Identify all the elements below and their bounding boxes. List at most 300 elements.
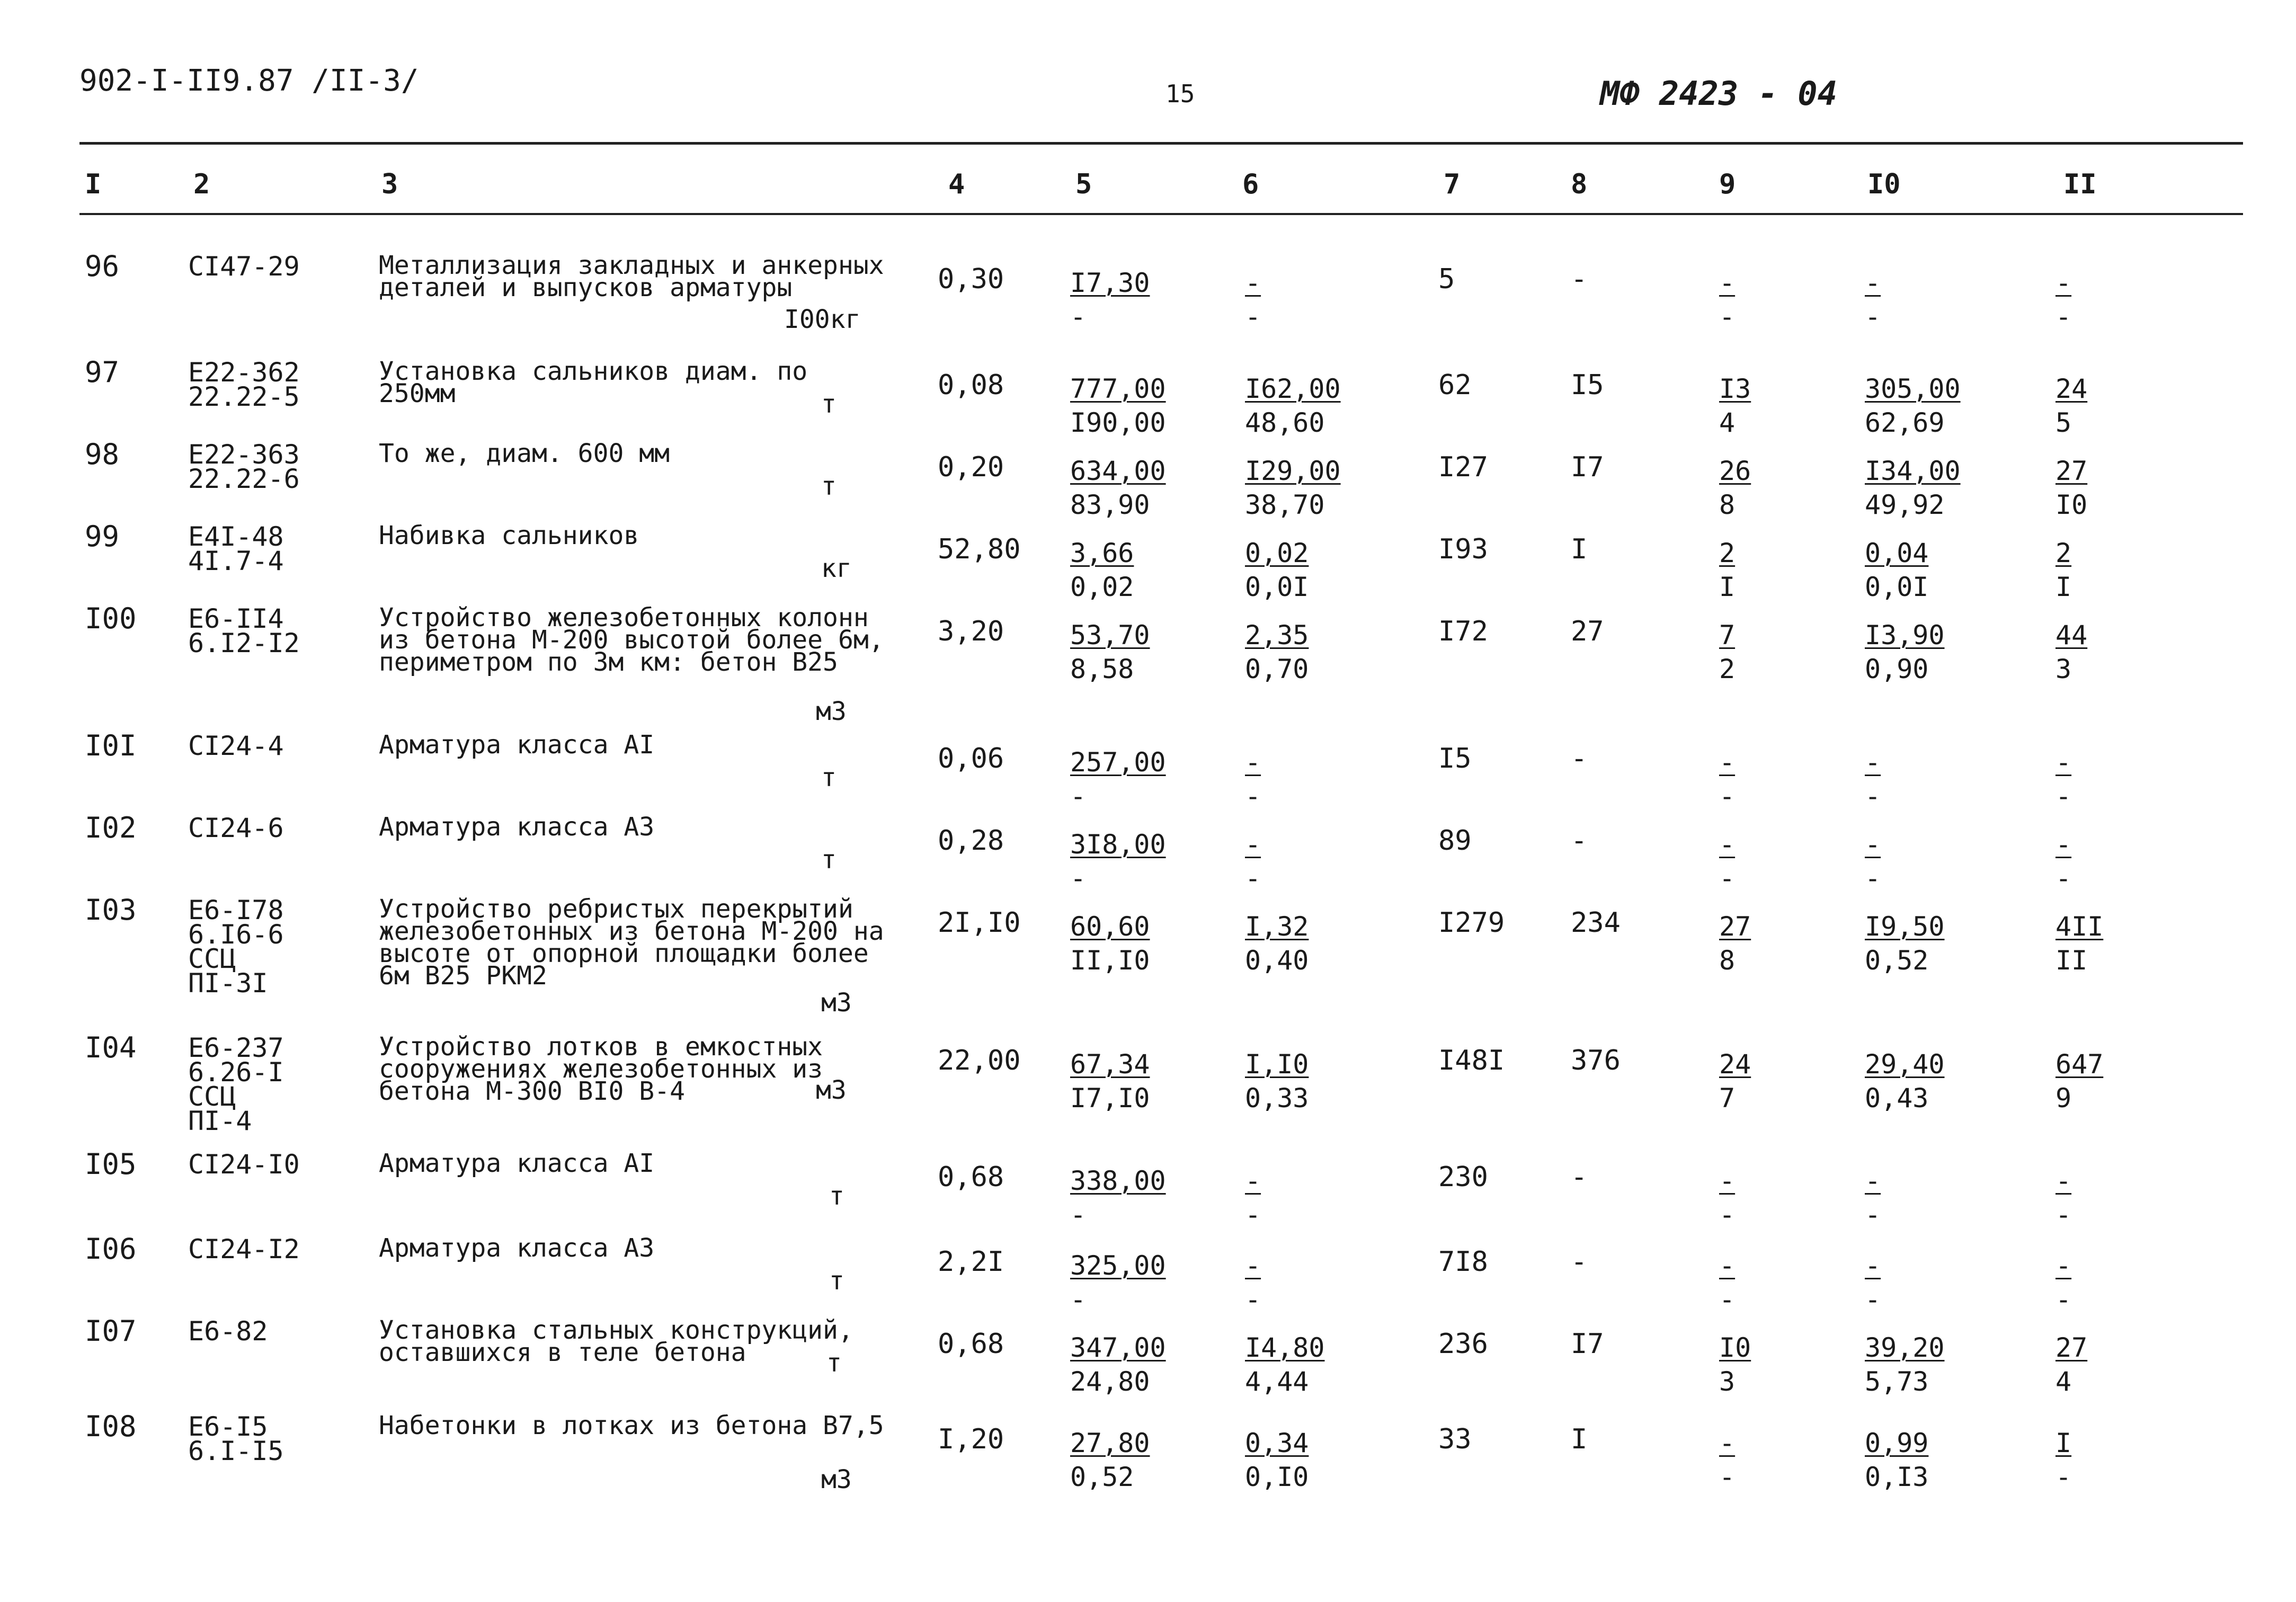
row-number: 99 xyxy=(85,520,120,553)
work-description: Арматура класса А3 xyxy=(379,812,655,842)
fraction-numerator: I3,90 xyxy=(1865,620,1945,651)
measure-unit: м3 xyxy=(821,988,852,1018)
fraction-denominator: - xyxy=(1070,1284,1087,1315)
fraction-denominator: 0,0I xyxy=(1865,572,1929,602)
fraction-cell-c10 xyxy=(1865,536,1928,604)
fraction-cell-c9 xyxy=(1719,1249,1735,1316)
fraction-denominator: I7,I0 xyxy=(1070,1083,1150,1114)
fraction-denominator: 83,90 xyxy=(1070,490,1150,520)
fraction-numerator: - xyxy=(1865,747,1881,778)
column-7-value: I27 xyxy=(1438,451,1488,483)
norm-code: E22-362 22.22-5 xyxy=(188,357,300,412)
fraction-cell-c6 xyxy=(1245,910,1309,977)
fraction-cell-c10 xyxy=(1865,910,1945,977)
measure-unit: м3 xyxy=(816,1075,847,1105)
fraction-denominator: - xyxy=(1719,781,1736,812)
work-description: То же, диам. 600 мм xyxy=(379,439,670,468)
work-description: Арматура класса А3 xyxy=(379,1233,655,1263)
quantity: 0,28 xyxy=(938,825,1004,857)
fraction-cell-c10 xyxy=(1865,827,1881,895)
column-header-6: 6 xyxy=(1242,168,1259,200)
norm-code: CI24-6 xyxy=(188,813,284,843)
fraction-numerator: I34,00 xyxy=(1865,456,1961,486)
fraction-denominator: 8 xyxy=(1719,945,1736,976)
norm-code: E6-237 6.26-I ССЦ ПI-4 xyxy=(188,1033,284,1136)
fraction-denominator: 0,90 xyxy=(1865,654,1929,684)
fraction-denominator: - xyxy=(2055,301,2072,332)
fraction-numerator: I9,50 xyxy=(1865,911,1945,942)
column-8-value: - xyxy=(1571,743,1588,775)
fraction-numerator: 24 xyxy=(2055,373,2088,404)
fraction-denominator: I xyxy=(1719,572,1736,602)
fraction-denominator: 0,43 xyxy=(1865,1083,1929,1114)
fraction-cell-c9 xyxy=(1719,372,1751,440)
column-8-value: - xyxy=(1571,1246,1588,1278)
fraction-cell-c6 xyxy=(1245,1164,1261,1232)
fraction-denominator: - xyxy=(1719,863,1736,894)
measure-unit: I00кг xyxy=(784,305,861,334)
fraction-numerator: 27,80 xyxy=(1070,1428,1150,1458)
fraction-numerator: 53,70 xyxy=(1070,620,1150,651)
column-8-value: 234 xyxy=(1571,907,1621,939)
fraction-cell-c11 xyxy=(2055,1426,2071,1494)
row-number: I06 xyxy=(85,1232,137,1266)
fraction-cell-c9 xyxy=(1719,266,1735,334)
fraction-denominator: 49,92 xyxy=(1865,490,1945,520)
work-description: Установка стальных конструкций, оставшихся в теле бетона xyxy=(379,1315,853,1367)
fraction-numerator: 305,00 xyxy=(1865,373,1961,404)
column-7-value: 7I8 xyxy=(1438,1246,1488,1278)
column-7-value: 236 xyxy=(1438,1328,1488,1360)
fraction-denominator: - xyxy=(1245,1199,1261,1230)
norm-code: E22-363 22.22-6 xyxy=(188,439,300,494)
fraction-cell-c5 xyxy=(1070,1426,1150,1494)
column-7-value: 5 xyxy=(1438,263,1455,295)
sheet-code: МФ 2423 - 04 xyxy=(1600,74,1837,113)
fraction-cell-c5 xyxy=(1070,910,1150,977)
fraction-numerator: 7 xyxy=(1719,620,1736,651)
quantity: 0,08 xyxy=(938,369,1004,401)
fraction-numerator: 325,00 xyxy=(1070,1250,1166,1281)
fraction-cell-c10 xyxy=(1865,618,1945,686)
fraction-cell-c10 xyxy=(1865,745,1881,813)
fraction-denominator: 0,52 xyxy=(1865,945,1929,976)
column-7-value: 230 xyxy=(1438,1161,1488,1193)
fraction-numerator: 4II xyxy=(2055,911,2104,942)
fraction-cell-c11 xyxy=(2055,536,2071,604)
fraction-numerator: - xyxy=(2055,268,2072,298)
fraction-denominator: - xyxy=(2055,1284,2072,1315)
measure-unit: м3 xyxy=(816,697,847,726)
table-row xyxy=(0,1232,2296,1316)
fraction-denominator: 48,60 xyxy=(1245,407,1325,438)
fraction-cell-c5 xyxy=(1070,454,1166,522)
norm-code: E6-I5 6.I-I5 xyxy=(188,1411,284,1466)
row-number: 97 xyxy=(85,355,120,389)
fraction-cell-c11 xyxy=(2055,372,2087,440)
row-number: I07 xyxy=(85,1314,137,1348)
fraction-cell-c9 xyxy=(1719,1426,1735,1494)
fraction-numerator: - xyxy=(1719,829,1736,860)
fraction-cell-c5 xyxy=(1070,536,1134,604)
measure-unit: т xyxy=(821,845,836,875)
fraction-numerator: 67,34 xyxy=(1070,1049,1150,1080)
fraction-cell-c11 xyxy=(2055,1047,2103,1115)
fraction-denominator: 0,33 xyxy=(1245,1083,1309,1114)
fraction-cell-c9 xyxy=(1719,454,1751,522)
fraction-numerator: I,I0 xyxy=(1245,1049,1309,1080)
column-8-value: - xyxy=(1571,1161,1588,1193)
row-number: I04 xyxy=(85,1031,137,1064)
fraction-numerator: 0,34 xyxy=(1245,1428,1309,1458)
table-row xyxy=(0,355,2296,440)
fraction-denominator: - xyxy=(1719,301,1736,332)
fraction-numerator: - xyxy=(2055,1165,2072,1196)
fraction-cell-c6 xyxy=(1245,618,1309,686)
fraction-cell-c9 xyxy=(1719,910,1751,977)
fraction-denominator: 4,44 xyxy=(1245,1366,1309,1397)
column-header-4: 4 xyxy=(948,168,965,200)
norm-code: E4I-48 4I.7-4 xyxy=(188,521,284,576)
fraction-cell-c10 xyxy=(1865,266,1881,334)
fraction-cell-c9 xyxy=(1719,618,1735,686)
fraction-denominator: - xyxy=(1865,1284,1881,1315)
column-7-value: I5 xyxy=(1438,743,1472,775)
fraction-denominator: - xyxy=(1865,1199,1881,1230)
fraction-numerator: 2 xyxy=(2055,538,2072,568)
fraction-numerator: 44 xyxy=(2055,620,2088,651)
fraction-numerator: - xyxy=(1865,829,1881,860)
fraction-numerator: - xyxy=(1245,829,1261,860)
fraction-numerator: 0,04 xyxy=(1865,538,1929,568)
table-row xyxy=(0,1410,2296,1494)
fraction-cell-c11 xyxy=(2055,827,2071,895)
fraction-denominator: 2 xyxy=(1719,654,1736,684)
fraction-cell-c10 xyxy=(1865,1249,1881,1316)
fraction-cell-c9 xyxy=(1719,1164,1735,1232)
quantity: 0,68 xyxy=(938,1328,1004,1360)
fraction-cell-c11 xyxy=(2055,266,2071,334)
fraction-cell-c6 xyxy=(1245,1331,1325,1399)
fraction-denominator: 0,52 xyxy=(1070,1462,1134,1492)
norm-code: CI24-4 xyxy=(188,731,284,761)
row-number: I08 xyxy=(85,1410,137,1443)
measure-unit: т xyxy=(829,1266,844,1296)
fraction-denominator: 0,0I xyxy=(1245,572,1309,602)
quantity: I,20 xyxy=(938,1423,1004,1455)
table-row xyxy=(0,1314,2296,1399)
fraction-cell-c5 xyxy=(1070,827,1166,895)
fraction-numerator: - xyxy=(1245,1165,1261,1196)
table-row xyxy=(0,438,2296,522)
work-description: Устройство железобетонных колонн из бетона М-200 высотой более 6м, периметром по 3м км: бетон В25 xyxy=(379,603,884,677)
fraction-numerator: - xyxy=(1865,1250,1881,1281)
fraction-denominator: - xyxy=(1865,781,1881,812)
norm-code: E6-II4 6.I2-I2 xyxy=(188,603,300,658)
fraction-denominator: - xyxy=(1070,781,1087,812)
fraction-denominator: - xyxy=(1070,1199,1087,1230)
fraction-numerator: 27 xyxy=(2055,456,2088,486)
fraction-denominator: 38,70 xyxy=(1245,490,1325,520)
quantity: 0,68 xyxy=(938,1161,1004,1193)
fraction-denominator: - xyxy=(1070,301,1087,332)
fraction-denominator: 7 xyxy=(1719,1083,1736,1114)
fraction-numerator: - xyxy=(1719,1165,1736,1196)
fraction-numerator: 0,99 xyxy=(1865,1428,1929,1458)
fraction-cell-c6 xyxy=(1245,745,1261,813)
column-8-value: I7 xyxy=(1571,451,1604,483)
column-7-value: I93 xyxy=(1438,533,1488,565)
fraction-cell-c5 xyxy=(1070,266,1150,334)
fraction-numerator: - xyxy=(1245,268,1261,298)
fraction-denominator: 9 xyxy=(2055,1083,2072,1114)
column-header-8: 8 xyxy=(1571,168,1588,200)
fraction-numerator: 0,02 xyxy=(1245,538,1309,568)
column-7-value: I48I xyxy=(1438,1045,1505,1076)
column-8-value: I5 xyxy=(1571,369,1604,401)
fraction-denominator: II,I0 xyxy=(1070,945,1150,976)
fraction-cell-c6 xyxy=(1245,372,1341,440)
fraction-numerator: - xyxy=(1719,1428,1736,1458)
fraction-cell-c11 xyxy=(2055,454,2087,522)
work-description: Набивка сальников xyxy=(379,521,639,550)
fraction-numerator: 27 xyxy=(2055,1332,2088,1363)
fraction-cell-c5 xyxy=(1070,1249,1166,1316)
fraction-cell-c6 xyxy=(1245,1249,1261,1316)
fraction-numerator: I29,00 xyxy=(1245,456,1341,486)
fraction-denominator: 0,02 xyxy=(1070,572,1134,602)
fraction-cell-c10 xyxy=(1865,372,1961,440)
fraction-numerator: I0 xyxy=(1719,1332,1751,1363)
fraction-cell-c9 xyxy=(1719,536,1735,604)
column-8-value: - xyxy=(1571,263,1588,295)
fraction-denominator: II xyxy=(2055,945,2088,976)
fraction-denominator: - xyxy=(1245,863,1261,894)
fraction-cell-c6 xyxy=(1245,827,1261,895)
fraction-cell-c5 xyxy=(1070,1047,1150,1115)
quantity: 0,20 xyxy=(938,451,1004,483)
fraction-denominator: 8,58 xyxy=(1070,654,1134,684)
fraction-cell-c5 xyxy=(1070,372,1166,440)
fraction-numerator: 257,00 xyxy=(1070,747,1166,778)
fraction-cell-c10 xyxy=(1865,1426,1928,1494)
fraction-denominator: - xyxy=(2055,863,2072,894)
work-description: Арматура класса АI xyxy=(379,730,655,760)
measure-unit: кг xyxy=(821,554,852,583)
fraction-denominator: 8 xyxy=(1719,490,1736,520)
column-header-10: I0 xyxy=(1867,168,1901,200)
measure-unit: т xyxy=(821,389,836,419)
row-number: I0I xyxy=(85,729,137,762)
fraction-denominator: 62,69 xyxy=(1865,407,1945,438)
fraction-cell-c6 xyxy=(1245,266,1261,334)
column-header-7: 7 xyxy=(1444,168,1461,200)
fraction-numerator: 3,66 xyxy=(1070,538,1134,568)
fraction-numerator: 39,20 xyxy=(1865,1332,1945,1363)
measure-unit: т xyxy=(826,1348,842,1378)
norm-code: CI24-I0 xyxy=(188,1149,300,1180)
column-7-value: 33 xyxy=(1438,1423,1472,1455)
fraction-numerator: 2 xyxy=(1719,538,1736,568)
fraction-numerator: 3I8,00 xyxy=(1070,829,1166,860)
fraction-denominator: - xyxy=(1865,301,1881,332)
fraction-cell-c10 xyxy=(1865,1047,1945,1115)
table-row xyxy=(0,729,2296,813)
top-rule xyxy=(79,142,2243,145)
quantity: 0,06 xyxy=(938,743,1004,775)
table-row xyxy=(0,1147,2296,1232)
fraction-cell-c9 xyxy=(1719,1047,1751,1115)
column-7-value: I72 xyxy=(1438,616,1488,647)
fraction-denominator: - xyxy=(1719,1284,1736,1315)
fraction-numerator: - xyxy=(1245,747,1261,778)
fraction-denominator: 0,40 xyxy=(1245,945,1309,976)
fraction-numerator: I7,30 xyxy=(1070,268,1150,298)
work-description: Установка сальников диам. по 250мм xyxy=(379,357,808,408)
page-number: 15 xyxy=(1165,79,1195,108)
column-7-value: 62 xyxy=(1438,369,1472,401)
column-7-value: 89 xyxy=(1438,825,1472,857)
norm-code: CI47-29 xyxy=(188,251,300,282)
quantity: 2,2I xyxy=(938,1246,1004,1278)
fraction-numerator: I,32 xyxy=(1245,911,1309,942)
work-description: Набетонки в лотках из бетона В7,5 xyxy=(379,1411,884,1440)
fraction-numerator: - xyxy=(2055,1250,2072,1281)
work-description: Арматура класса АI xyxy=(379,1149,655,1178)
fraction-denominator: - xyxy=(2055,1199,2072,1230)
measure-unit: т xyxy=(821,763,836,793)
table-row xyxy=(0,893,2296,1018)
fraction-numerator: 338,00 xyxy=(1070,1165,1166,1196)
fraction-denominator: 0,70 xyxy=(1245,654,1309,684)
fraction-numerator: - xyxy=(1719,1250,1736,1281)
fraction-numerator: 634,00 xyxy=(1070,456,1166,486)
fraction-cell-c10 xyxy=(1865,1331,1945,1399)
fraction-cell-c9 xyxy=(1719,1331,1751,1399)
row-number: I00 xyxy=(85,602,137,635)
column-header-3: 3 xyxy=(381,168,398,200)
table-row xyxy=(0,1031,2296,1136)
fraction-cell-c5 xyxy=(1070,745,1166,813)
fraction-denominator: - xyxy=(1245,1284,1261,1315)
column-header-1: I xyxy=(85,168,102,200)
fraction-denominator: I0 xyxy=(2055,490,2088,520)
fraction-denominator: - xyxy=(1070,863,1087,894)
fraction-denominator: 0,I0 xyxy=(1245,1462,1309,1492)
fraction-cell-c11 xyxy=(2055,1164,2071,1232)
table-row xyxy=(0,811,2296,895)
fraction-denominator: - xyxy=(1719,1462,1736,1492)
column-8-value: I xyxy=(1571,533,1588,565)
fraction-denominator: - xyxy=(1245,781,1261,812)
fraction-numerator: I xyxy=(2055,1428,2072,1458)
table-row xyxy=(0,250,2296,334)
work-description: Металлизация закладных и анкерных деталей и выпусков арматуры xyxy=(379,251,884,302)
table-row xyxy=(0,520,2296,604)
fraction-numerator: - xyxy=(1865,268,1881,298)
fraction-denominator: 4 xyxy=(2055,1366,2072,1397)
fraction-numerator: - xyxy=(1245,1250,1261,1281)
fraction-cell-c11 xyxy=(2055,618,2087,686)
fraction-numerator: I62,00 xyxy=(1245,373,1341,404)
quantity: 22,00 xyxy=(938,1045,1021,1076)
fraction-cell-c10 xyxy=(1865,454,1961,522)
fraction-cell-c9 xyxy=(1719,827,1735,895)
row-number: I05 xyxy=(85,1147,137,1181)
norm-code: CI24-I2 xyxy=(188,1234,300,1265)
norm-code: E6-I78 6.I6-6 ССЦ ПI-3I xyxy=(188,895,284,999)
column-header-2: 2 xyxy=(193,168,210,200)
row-number: I03 xyxy=(85,893,137,927)
fraction-denominator: - xyxy=(1865,863,1881,894)
column-8-value: I xyxy=(1571,1423,1588,1455)
fraction-cell-c6 xyxy=(1245,536,1309,604)
column-header-11: II xyxy=(2063,168,2097,200)
fraction-cell-c5 xyxy=(1070,1164,1166,1232)
fraction-numerator: 347,00 xyxy=(1070,1332,1166,1363)
column-7-value: I279 xyxy=(1438,907,1505,939)
fraction-denominator: I90,00 xyxy=(1070,407,1166,438)
fraction-numerator: I3 xyxy=(1719,373,1751,404)
fraction-denominator: 5,73 xyxy=(1865,1366,1929,1397)
document-code: 902-I-II9.87 /II-3/ xyxy=(79,64,419,98)
fraction-denominator: 5 xyxy=(2055,407,2072,438)
fraction-cell-c11 xyxy=(2055,1249,2071,1316)
column-8-value: - xyxy=(1571,825,1588,857)
fraction-numerator: 647 xyxy=(2055,1049,2104,1080)
fraction-numerator: I4,80 xyxy=(1245,1332,1325,1363)
fraction-cell-c9 xyxy=(1719,745,1735,813)
fraction-numerator: - xyxy=(2055,747,2072,778)
quantity: 2I,I0 xyxy=(938,907,1021,939)
fraction-denominator: 0,I3 xyxy=(1865,1462,1929,1492)
fraction-cell-c6 xyxy=(1245,1426,1309,1494)
table-row xyxy=(0,602,2296,726)
fraction-numerator: - xyxy=(1865,1165,1881,1196)
measure-unit: т xyxy=(829,1181,844,1211)
quantity: 0,30 xyxy=(938,263,1004,295)
fraction-cell-c6 xyxy=(1245,454,1341,522)
fraction-cell-c5 xyxy=(1070,618,1150,686)
quantity: 3,20 xyxy=(938,616,1004,647)
fraction-denominator: 3 xyxy=(1719,1366,1736,1397)
fraction-numerator: 2,35 xyxy=(1245,620,1309,651)
fraction-numerator: 777,00 xyxy=(1070,373,1166,404)
row-number: 98 xyxy=(85,438,120,471)
column-8-value: 376 xyxy=(1571,1045,1621,1076)
fraction-numerator: 24 xyxy=(1719,1049,1751,1080)
row-number: 96 xyxy=(85,250,120,283)
fraction-numerator: - xyxy=(2055,829,2072,860)
fraction-numerator: - xyxy=(1719,268,1736,298)
fraction-cell-c11 xyxy=(2055,910,2103,977)
fraction-denominator: - xyxy=(2055,1462,2072,1492)
fraction-numerator: - xyxy=(1719,747,1736,778)
column-header-5: 5 xyxy=(1075,168,1092,200)
fraction-cell-c10 xyxy=(1865,1164,1881,1232)
quantity: 52,80 xyxy=(938,533,1021,565)
fraction-numerator: 60,60 xyxy=(1070,911,1150,942)
fraction-denominator: 4 xyxy=(1719,407,1736,438)
fraction-denominator: 3 xyxy=(2055,654,2072,684)
column-8-value: 27 xyxy=(1571,616,1604,647)
fraction-denominator: - xyxy=(2055,781,2072,812)
norm-code: E6-82 xyxy=(188,1316,268,1347)
fraction-denominator: I xyxy=(2055,572,2072,602)
fraction-cell-c11 xyxy=(2055,1331,2087,1399)
fraction-cell-c6 xyxy=(1245,1047,1309,1115)
fraction-numerator: 26 xyxy=(1719,456,1751,486)
